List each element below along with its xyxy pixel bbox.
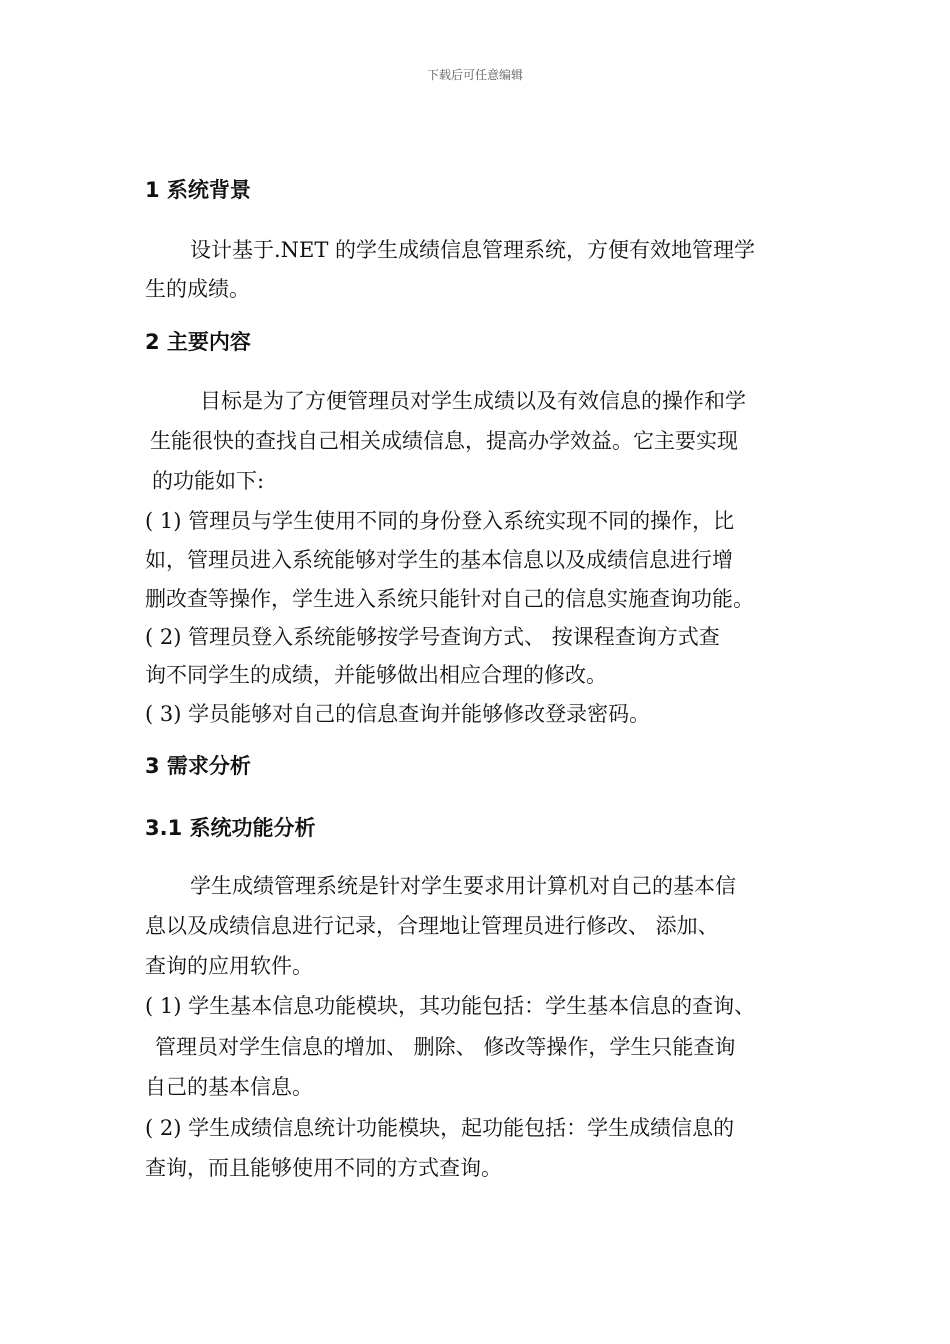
list-item-line: 删改查等操作，学生进入系统只能针对自己的信息实施查询功能。 bbox=[145, 587, 754, 611]
heading-system-background: 1 系统背景 bbox=[145, 178, 251, 202]
list-item-line: 询不同学生的成绩，并能够做出相应合理的修改。 bbox=[145, 663, 607, 687]
paragraph-line: 查询的应用软件。 bbox=[145, 954, 313, 978]
paragraph-line: 息以及成绩信息进行记录，合理地让管理员进行修改、 添加、 bbox=[145, 914, 719, 938]
list-item-line: ( 3) 学员能够对自己的信息查询并能够修改登录密码。 bbox=[145, 702, 651, 726]
list-item-line: 查询，而且能够使用不同的方式查询。 bbox=[145, 1156, 502, 1180]
paragraph-line: 生的成绩。 bbox=[145, 277, 250, 301]
page-header: 下载后可任意编辑 bbox=[426, 68, 523, 82]
list-item-line: 自己的基本信息。 bbox=[145, 1075, 313, 1099]
heading-function-analysis: 3.1 系统功能分析 bbox=[145, 816, 316, 840]
paragraph-line: 的功能如下: bbox=[152, 469, 265, 493]
list-item-line: ( 2) 学生成绩信息统计功能模块，起功能包括：学生成绩信息的 bbox=[145, 1116, 735, 1140]
heading-requirements-analysis: 3 需求分析 bbox=[145, 754, 251, 778]
paragraph-line: 学生成绩管理系统是针对学生要求用计算机对自己的基本信 bbox=[190, 874, 736, 898]
heading-main-content: 2 主要内容 bbox=[145, 330, 251, 354]
paragraph-line: 生能很快的查找自己相关成绩信息，提高办学效益。它主要实现 bbox=[150, 429, 738, 453]
list-item-line: ( 1) 管理员与学生使用不同的身份登入系统实现不同的操作，比 bbox=[145, 509, 735, 533]
list-item-line: 如，管理员进入系统能够对学生的基本信息以及成绩信息进行增 bbox=[145, 548, 733, 572]
paragraph-line: 设计基于.NET 的学生成绩信息管理系统，方便有效地管理学 bbox=[190, 238, 756, 262]
list-item-line: ( 2) 管理员登入系统能够按学号查询方式、 按课程查询方式查 bbox=[145, 625, 720, 649]
paragraph-line: 目标是为了方便管理员对学生成绩以及有效信息的操作和学 bbox=[200, 389, 746, 413]
list-item-line: ( 1) 学生基本信息功能模块，其功能包括：学生基本信息的查询、 bbox=[145, 994, 756, 1018]
list-item-line: 管理员对学生信息的增加、 删除、 修改等操作，学生只能查询 bbox=[155, 1035, 736, 1059]
